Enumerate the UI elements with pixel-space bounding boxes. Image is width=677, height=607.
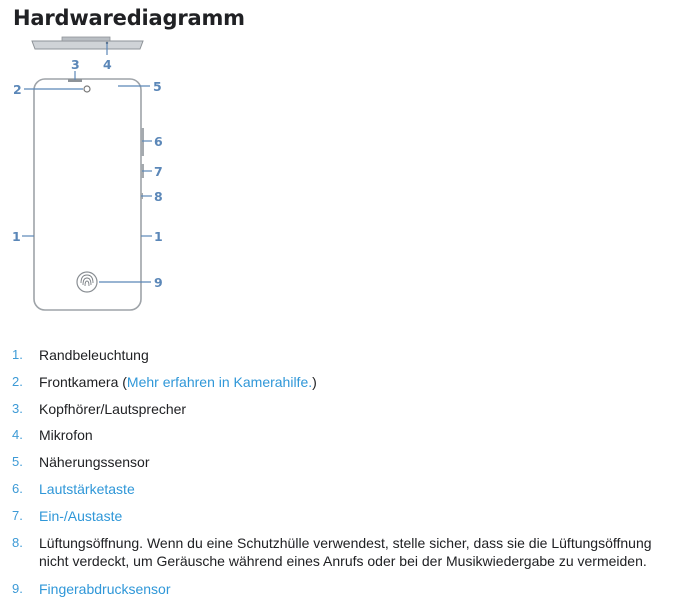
callout-6: 6	[154, 134, 163, 149]
front-camera-icon	[84, 86, 90, 92]
list-item	[12, 534, 672, 570]
list-text-suffix: )	[312, 373, 317, 390]
list-number: 5.	[12, 454, 23, 470]
list-number: 2.	[12, 373, 23, 389]
list-text: Mikrofon	[39, 427, 93, 444]
power-key-link[interactable]: Ein-/Austaste	[39, 507, 123, 524]
list-item	[12, 480, 672, 498]
hardware-list	[12, 346, 672, 606]
list-number: 7.	[12, 507, 23, 523]
phone-front-view	[34, 79, 144, 310]
volume-key-link[interactable]: Lautstärketaste	[39, 480, 135, 497]
list-item	[12, 426, 672, 444]
list-number: 3.	[12, 400, 23, 416]
fingerprint-sensor-icon	[77, 272, 97, 292]
list-number: 1.	[12, 347, 23, 362]
list-text: Randbeleuchtung	[39, 347, 149, 363]
fingerprint-sensor-link[interactable]: Fingerabdrucksensor	[39, 580, 171, 597]
page-title: Hardwarediagramm	[13, 6, 245, 30]
camera-help-link[interactable]: Mehr erfahren in Kamerahilfe.	[126, 373, 313, 390]
list-item	[12, 453, 672, 471]
list-number: 4.	[12, 427, 23, 443]
list-number: 8.	[12, 534, 23, 550]
volume-key-icon	[141, 128, 144, 156]
list-item	[12, 373, 672, 391]
callout-1-left: 1	[12, 229, 21, 244]
list-item	[12, 400, 672, 418]
list-number: 6.	[12, 480, 23, 496]
callout-3: 3	[71, 57, 80, 72]
list-item	[12, 346, 672, 364]
callout-4: 4	[103, 57, 112, 72]
list-item	[12, 580, 672, 598]
list-text: Kopfhörer/Lautsprecher	[39, 400, 187, 417]
callout-5: 5	[153, 79, 162, 94]
list-text: Lüftungsöffnung. Wenn du eine Schutzhülle verwendest, stelle sicher, dass sie die Lüftungsöffnung nicht verdeckt, um Geräusche während eines Anrufs oder bei der Musikwiedergabe zu vermeiden.	[39, 534, 652, 569]
callout-8: 8	[154, 189, 163, 204]
list-number: 9.	[12, 580, 23, 596]
phone-top-view	[32, 37, 143, 49]
list-item	[12, 507, 672, 525]
callout-7: 7	[154, 164, 163, 179]
list-text: Frontkamera (	[39, 373, 127, 390]
callout-9: 9	[154, 275, 163, 290]
list-text: Näherungssensor	[39, 454, 150, 471]
callout-2: 2	[13, 82, 22, 97]
callout-1-right: 1	[154, 229, 163, 244]
